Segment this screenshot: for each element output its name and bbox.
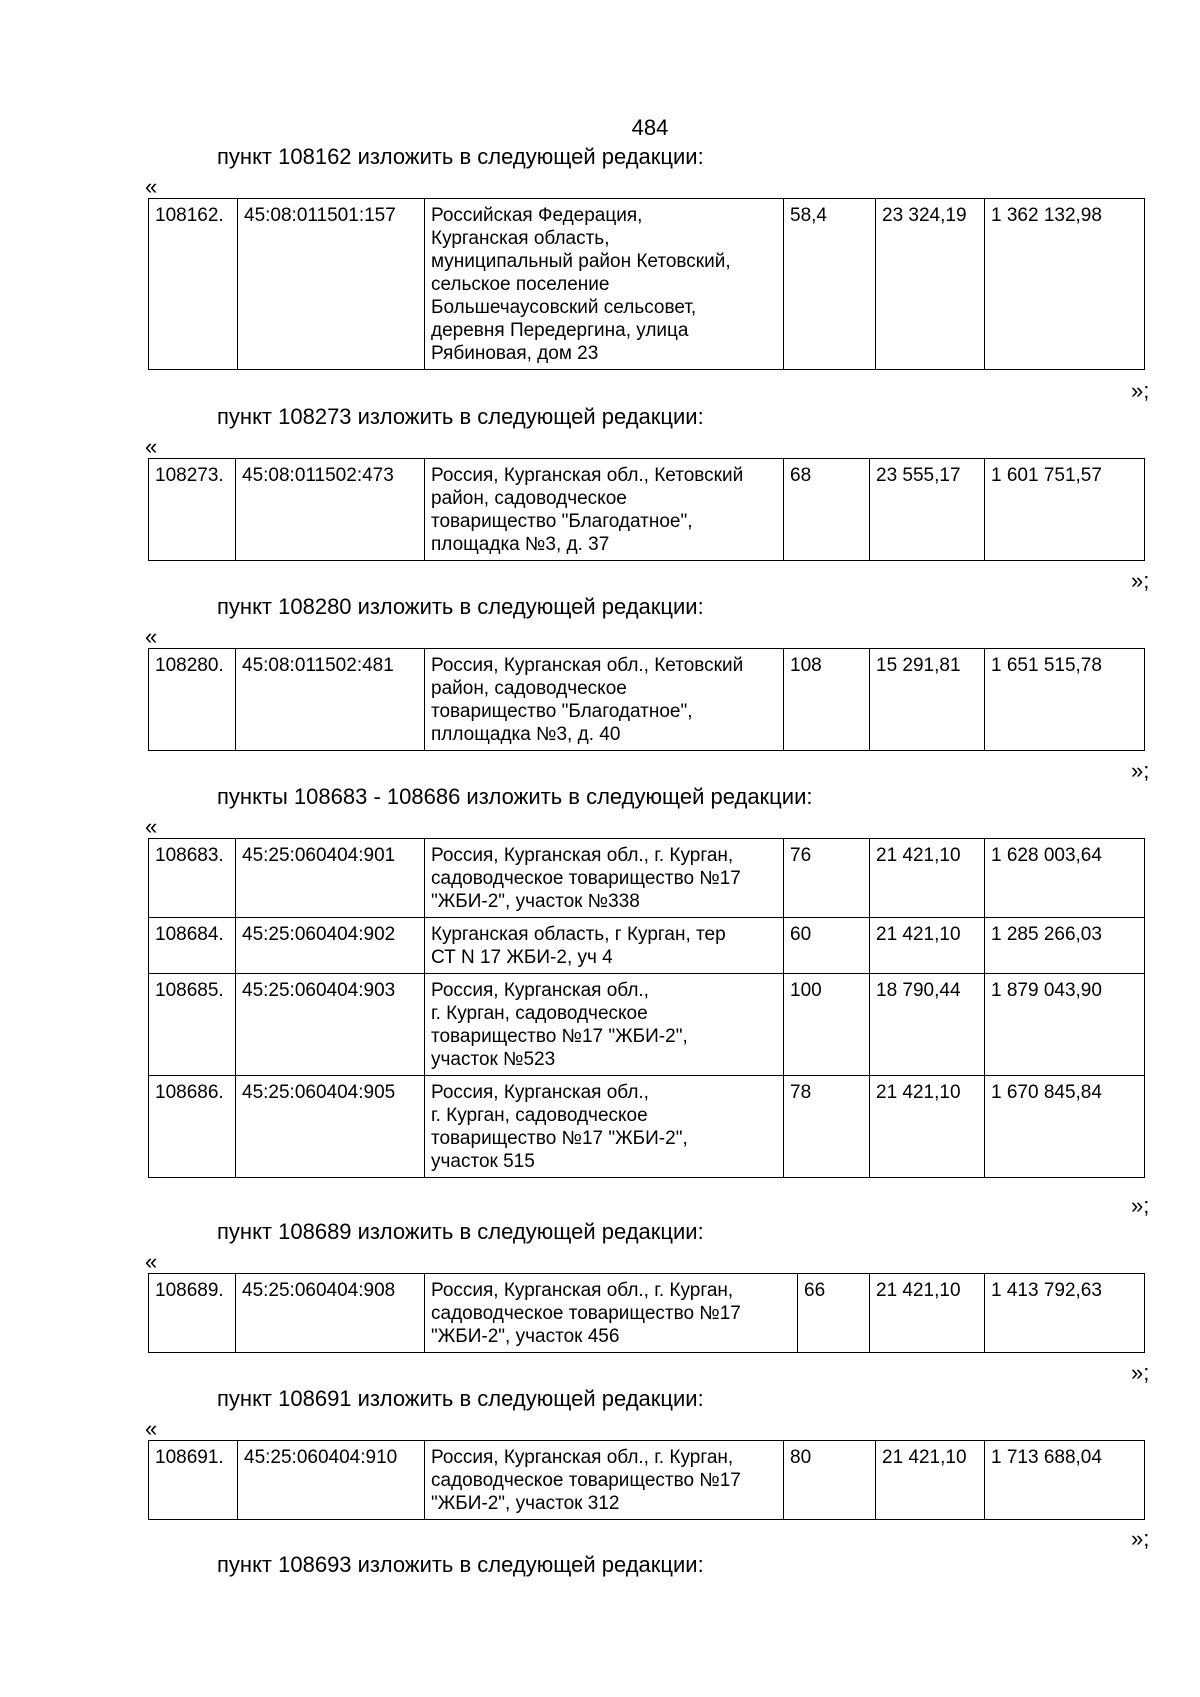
area: 80 [784,1441,876,1520]
address: Россия, Курганская обл., г. Курган, садоводческое товарищество №17 "ЖБИ-2", участок 515 [425,1076,784,1178]
open-quote: « [145,814,158,839]
area: 68 [784,459,870,561]
section-instruction: пункт 108273 изложить в следующей редакции: [217,404,704,429]
page-number: 484 [631,115,669,140]
table-row [149,1076,1145,1178]
cadastral-number: 45:08:011501:157 [238,199,425,370]
open-quote: « [145,174,158,199]
close-quote: »; [1131,1360,1150,1385]
rate: 23 324,19 [876,199,985,370]
rate: 21 421,10 [876,1441,985,1520]
section-instruction: пункт 108691 изложить в следующей редакции: [217,1386,704,1411]
item-number: 108683. [149,839,236,918]
rate: 15 291,81 [870,649,985,751]
amendment-table [148,1273,1145,1353]
close-quote: »; [1131,378,1150,403]
open-quote: « [145,1249,158,1274]
section-instruction: пункт 108280 изложить в следующей редакции: [217,594,704,619]
open-quote: « [145,624,158,649]
open-quote: « [145,434,158,459]
address: Россия, Курганская обл., г. Курган, садоводческое товарищество №17 "ЖБИ-2", участок №338 [425,839,784,918]
cadastral-value: 1 628 003,64 [985,839,1145,918]
cadastral-number: 45:25:060404:901 [236,839,425,918]
cadastral-number: 45:25:060404:905 [236,1076,425,1178]
amendment-table [148,1440,1145,1520]
section-instruction: пункт 108162 изложить в следующей редакции: [217,144,704,169]
area: 76 [784,839,870,918]
address: Курганская область, г Курган, тер СТ N 17 ЖБИ-2, уч 4 [425,918,784,974]
address: Россия, Курганская обл., г. Курган, садоводческое товарищество №17 "ЖБИ-2", участок 312 [425,1441,784,1520]
close-quote: »; [1131,568,1150,593]
item-number: 108280. [149,649,236,751]
close-quote: »; [1131,758,1150,783]
cadastral-number: 45:25:060404:910 [238,1441,425,1520]
rate: 18 790,44 [870,974,985,1076]
address: Россия, Курганская обл., г. Курган, садоводческое товарищество №17 "ЖБИ-2", участок 456 [425,1274,798,1353]
area: 58,4 [784,199,876,370]
cadastral-number: 45:25:060404:903 [236,974,425,1076]
table-row [149,199,1145,370]
cadastral-value: 1 713 688,04 [985,1441,1145,1520]
cadastral-value: 1 285 266,03 [985,918,1145,974]
area: 78 [784,1076,870,1178]
table-row [149,974,1145,1076]
section-instruction: пункт 108693 изложить в следующей редакции: [217,1552,704,1577]
rate: 21 421,10 [870,839,985,918]
cadastral-value: 1 670 845,84 [985,1076,1145,1178]
area: 100 [784,974,870,1076]
address: Россия, Курганская обл., Кетовский район, садоводческое товарищество "Благодатное", площадка №3, д. 37 [425,459,784,561]
section-instruction: пункты 108683 - 108686 изложить в следующей редакции: [217,784,813,809]
table-row [149,839,1145,918]
table-row [149,1441,1145,1520]
rate: 21 421,10 [870,918,985,974]
item-number: 108684. [149,918,236,974]
table-row [149,918,1145,974]
table-row [149,649,1145,751]
cadastral-value: 1 362 132,98 [985,199,1145,370]
rate: 21 421,10 [870,1274,985,1353]
close-quote: »; [1131,1526,1150,1551]
amendment-table [148,648,1145,751]
item-number: 108162. [149,199,238,370]
cadastral-value: 1 651 515,78 [985,649,1145,751]
table-row [149,1274,1145,1353]
close-quote: »; [1131,1193,1150,1218]
address: Россия, Курганская обл., г. Курган, садоводческое товарищество №17 "ЖБИ-2", участок №523 [425,974,784,1076]
item-number: 108273. [149,459,236,561]
cadastral-number: 45:25:060404:902 [236,918,425,974]
table-row [149,459,1145,561]
item-number: 108691. [149,1441,238,1520]
rate: 23 555,17 [870,459,985,561]
cadastral-value: 1 601 751,57 [985,459,1145,561]
rate: 21 421,10 [870,1076,985,1178]
amendment-table [148,838,1145,1178]
cadastral-number: 45:25:060404:908 [236,1274,425,1353]
cadastral-value: 1 413 792,63 [985,1274,1145,1353]
area: 66 [798,1274,870,1353]
item-number: 108686. [149,1076,236,1178]
address: Российская Федерация, Курганская область, муниципальный район Кетовский, сельское поселение Большечаусовский сельсовет, деревня Передергина, улица Рябиновая, дом 23 [425,199,784,370]
amendment-table [148,198,1145,370]
area: 60 [784,918,870,974]
address: Россия, Курганская обл., Кетовский район, садоводческое товарищество "Благодатное", пллощадка №3, д. 40 [425,649,784,751]
cadastral-number: 45:08:011502:481 [236,649,425,751]
section-instruction: пункт 108689 изложить в следующей редакции: [217,1219,704,1244]
cadastral-number: 45:08:011502:473 [236,459,425,561]
area: 108 [784,649,870,751]
item-number: 108685. [149,974,236,1076]
cadastral-value: 1 879 043,90 [985,974,1145,1076]
item-number: 108689. [149,1274,236,1353]
amendment-table [148,458,1145,561]
open-quote: « [145,1416,158,1441]
